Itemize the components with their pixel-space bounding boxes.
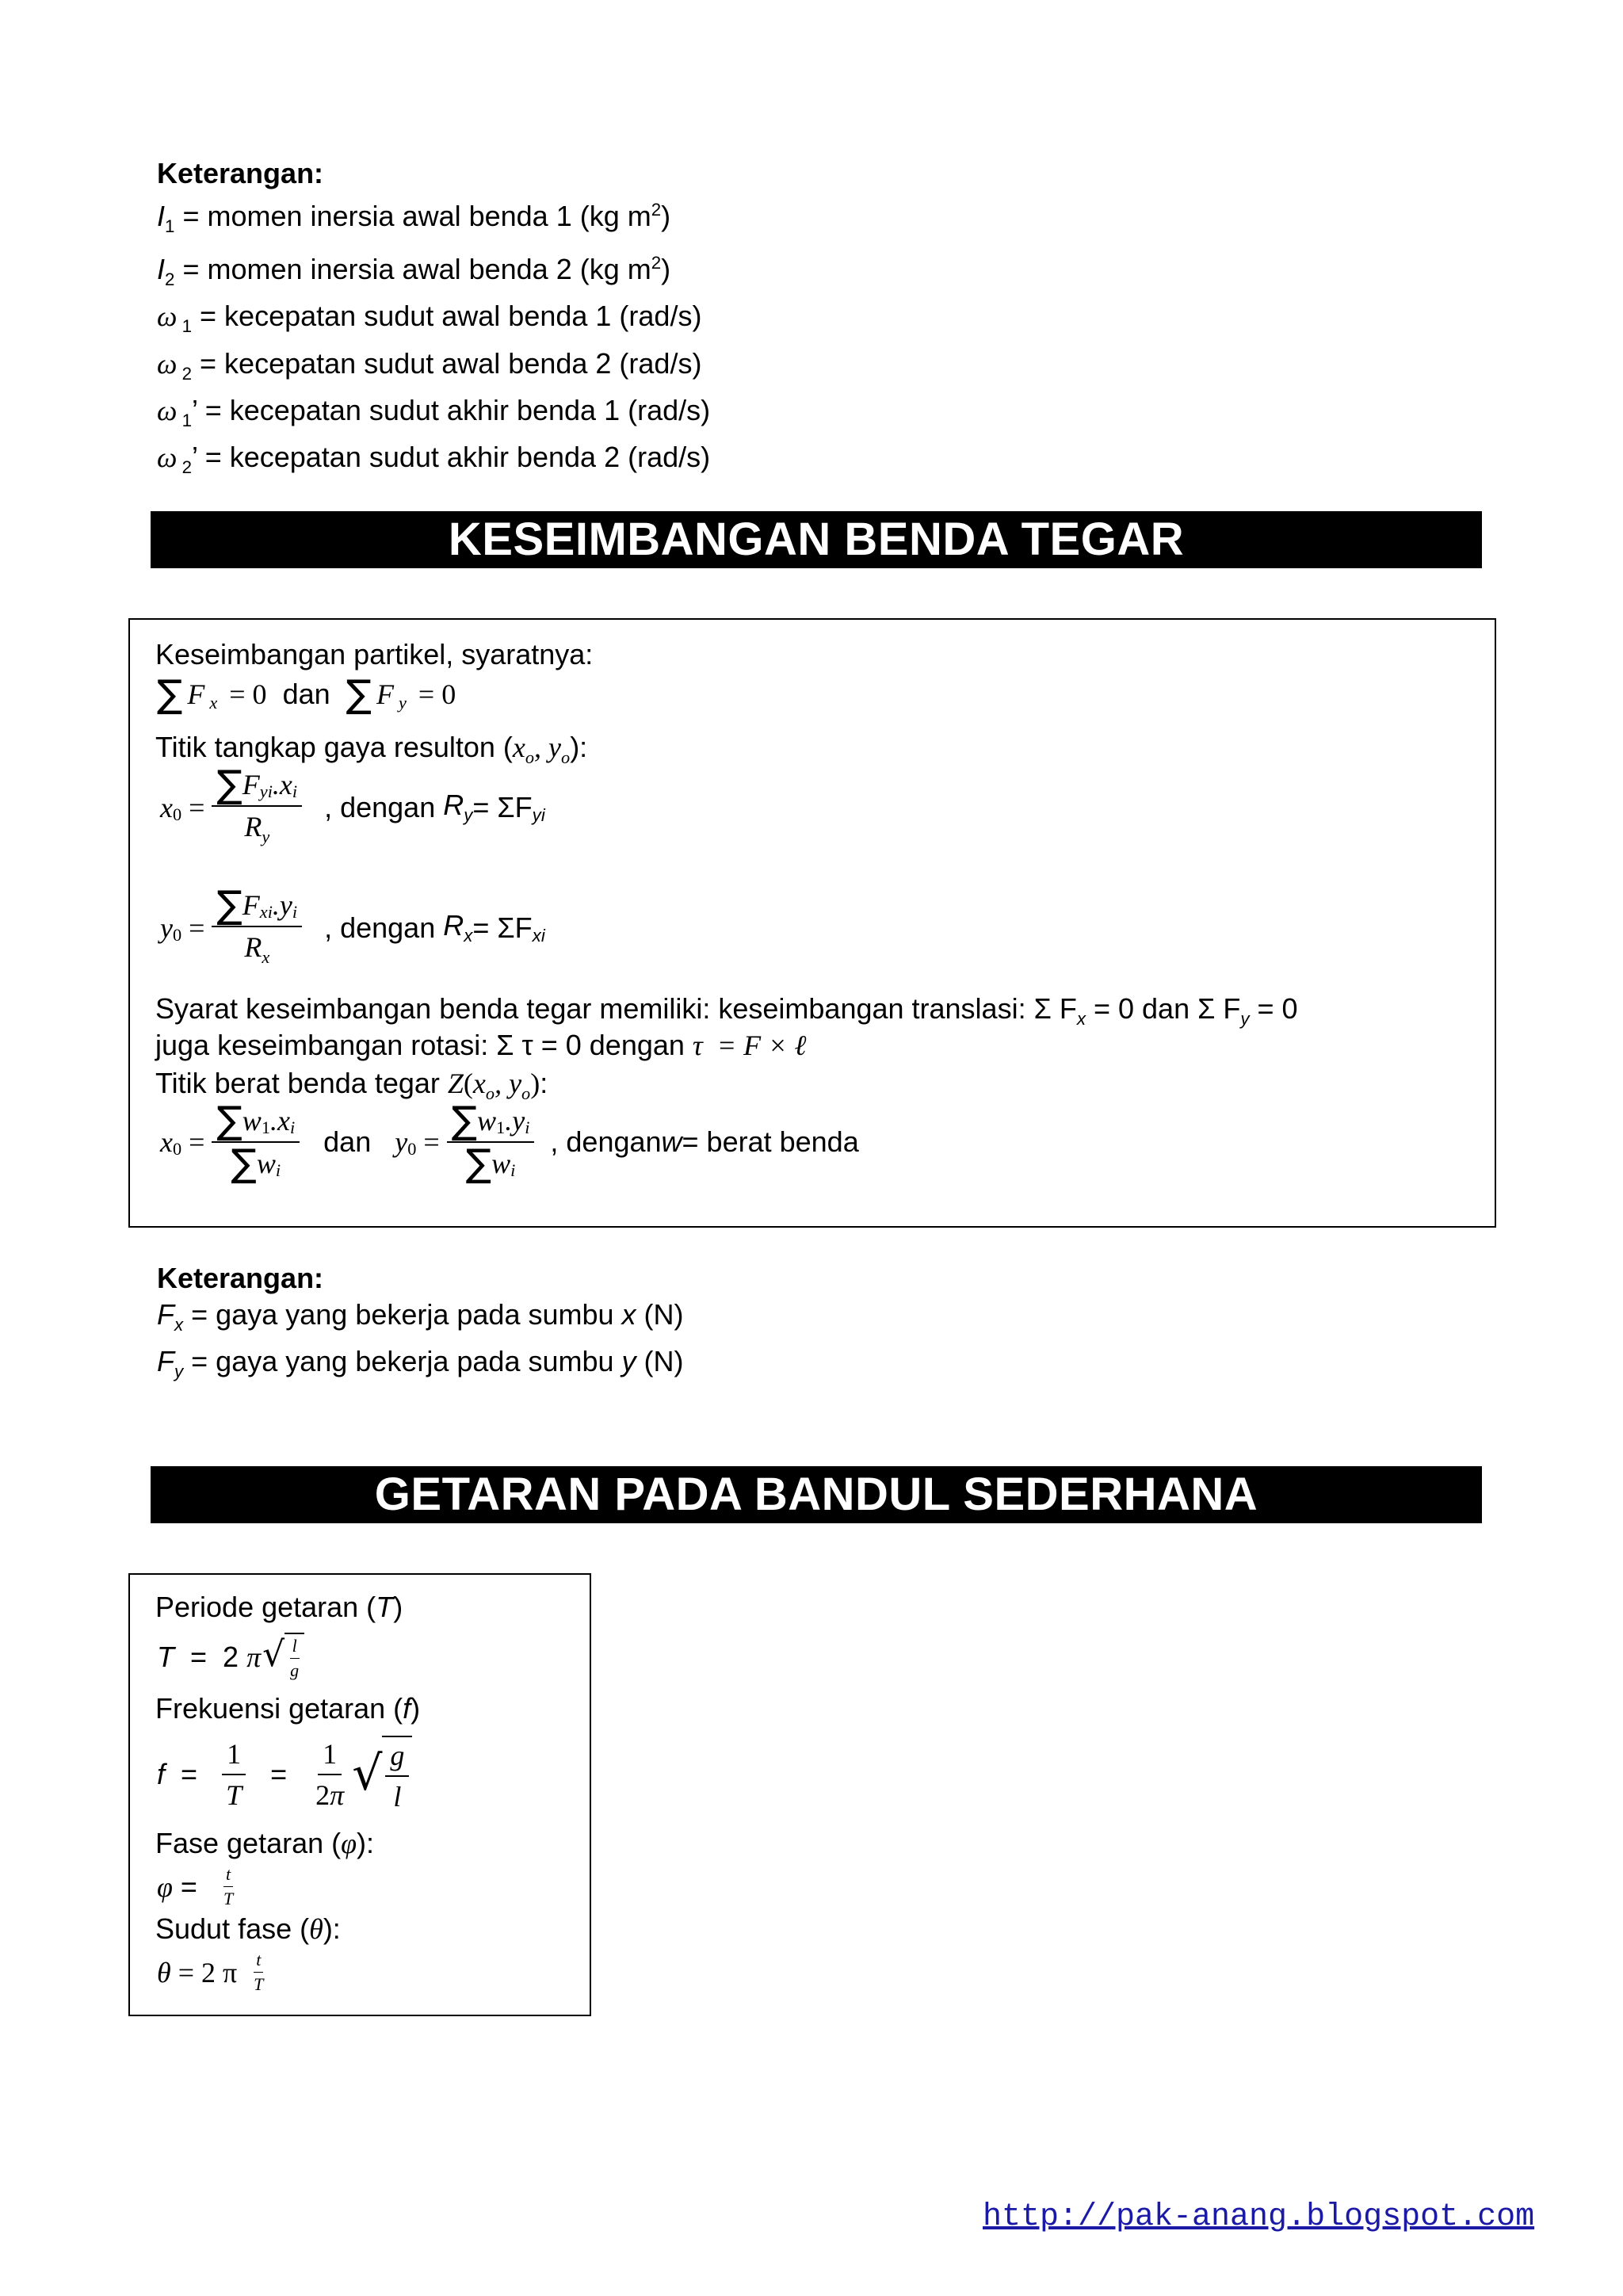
legend-line: $F_x$ = gaya yang bekerja pada sumbu x (N) — [157, 1298, 684, 1335]
equation-period: T = 2 π √ $\frac{l}{g}$ — [157, 1633, 304, 1681]
keterangan-heading: Keterangan: — [157, 157, 324, 189]
text-frekuensi: Frekuensi getaran (f) — [155, 1692, 421, 1725]
equation-center-of-gravity: x $_0$ = ∑ w $_1$ .x $_i$ ∑ w $_i$ dan y $_0$ = ∑ w $_1$ .y $_i$ ∑ w $_i$ , dengan w = berat benda — [160, 1098, 859, 1186]
text-titik-tangkap: Titik tangkap gaya resulton ($x_o$, $y_o$): — [155, 731, 588, 768]
equation-x0-resultant: x $_0$ = ∑ F $_{yi}$ .x $_i$ $R_y$ , dengan $R_y$ = ΣF $_{yi}$ — [160, 762, 545, 847]
legend-line: $I_1$ = momen inersia awal benda 1 (kg $m^2$) — [157, 200, 671, 237]
section-title-getaran: GETARAN PADA BANDUL SEDERHANA — [151, 1466, 1482, 1523]
legend-line: ω $_2$’ = kecepatan sudut akhir benda 2 (rad/s) — [157, 440, 711, 478]
equation-frequency: f = $\frac{1}{T}$ = $\frac{1}{2\pi}$ √ $\frac{g}{l}$ — [157, 1736, 412, 1813]
equation-sum-forces: ∑ F $_x$ = 0 dan ∑ F $_y$ = 0 — [157, 672, 456, 716]
text-sudut-fase: Sudut fase (θ): — [155, 1912, 341, 1945]
legend-line: $I_2$ = momen inersia awal benda 2 (kg $m^2$) — [157, 253, 671, 290]
text-syarat-translasi: Syarat keseimbangan benda tegar memiliki: keseimbangan translasi: Σ $F_x = 0$ dan Σ $F_y = 0$ — [155, 992, 1298, 1030]
keterangan-block-2 — [157, 1260, 684, 1390]
footer-blog-link[interactable]: http://pak-anang.blogspot.com — [983, 2199, 1535, 2235]
section-title-keseimbangan: KESEIMBANGAN BENDA TEGAR — [151, 511, 1482, 568]
equation-y0-resultant: y $_0$ = ∑ F $_{xi}$ .y $_i$ $R_x$ , dengan $R_x$ = ΣF $_{xi}$ — [160, 883, 545, 968]
legend-line: ω $_1$ = kecepatan sudut awal benda 1 (rad/s) — [157, 300, 702, 337]
text-keseimbangan-partikel: Keseimbangan partikel, syaratnya: — [155, 638, 594, 670]
legend-line: ω $_2$ = kecepatan sudut awal benda 2 (rad/s) — [157, 346, 702, 384]
legend-line: ω $_1$’ = kecepatan sudut akhir benda 1 (rad/s) — [157, 393, 711, 430]
text-fase: Fase getaran (φ): — [155, 1827, 375, 1859]
text-syarat-rotasi: juga keseimbangan rotasi: Σ τ = 0 dengan τ = F × ℓ — [155, 1029, 807, 1061]
keterangan-heading: Keterangan: — [157, 1262, 324, 1294]
keterangan-block-1 — [157, 155, 710, 486]
legend-line: $F_y$ = gaya yang bekerja pada sumbu y (N) — [157, 1345, 684, 1382]
text-titik-berat: Titik berat benda tegar $Z(x_o$, $y_o$): — [155, 1067, 548, 1104]
text-periode: Periode getaran (T) — [155, 1591, 403, 1623]
equation-phase-angle: θ = 2 π $\frac{t}{T}$ — [157, 1950, 264, 1994]
equation-phase: φ = $\frac{t}{T}$ — [157, 1864, 234, 1908]
